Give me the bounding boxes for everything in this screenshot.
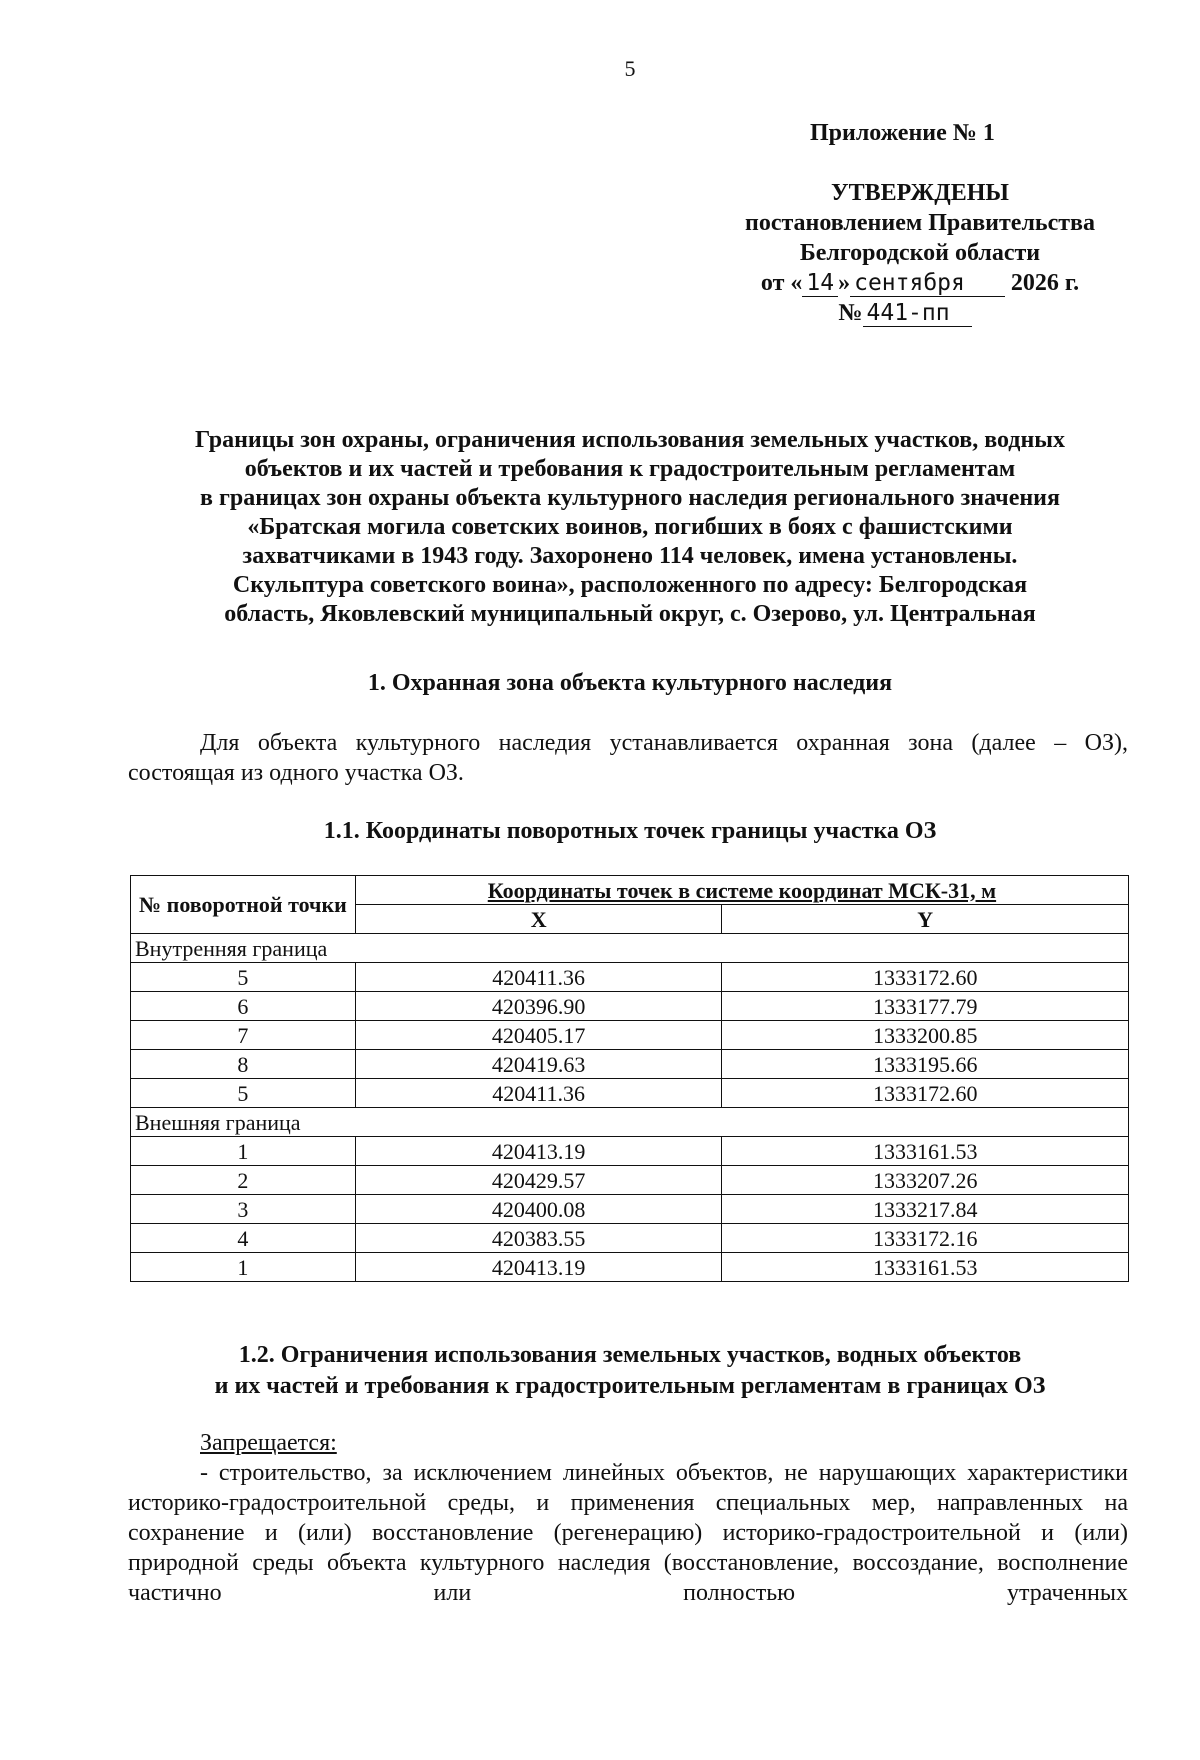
approved-heading: УТВЕРЖДЕНЫ — [831, 180, 1009, 206]
y-coordinate-cell: 1333195.66 — [722, 1050, 1129, 1079]
title-line: захватчиками в 1943 году. Захоронено 114 человек, имена установлены. — [242, 543, 1018, 569]
section-label: Внутренняя граница — [131, 934, 1129, 963]
x-coordinate-cell: 420405.17 — [355, 1021, 722, 1050]
title-line: «Братская могила советских воинов, погибших в боях с фашистскими — [247, 514, 1013, 540]
section-1-heading: 1. Охранная зона объекта культурного наследия — [367, 670, 893, 696]
date-mid: » — [838, 270, 851, 296]
x-coordinate-cell: 420411.36 — [355, 963, 722, 992]
y-coordinate-cell: 1333217.84 — [722, 1195, 1129, 1224]
approval-line-1: постановлением Правительства — [744, 210, 1095, 236]
title-line: объектов и их частей и требования к градостроительным регламентам — [244, 456, 1016, 482]
approval-block — [700, 114, 1140, 328]
title-line: область, Яковлевский муниципальный округ, с. Озерово, ул. Центральная — [224, 601, 1036, 627]
forbidden-label: Запрещается: — [200, 1430, 337, 1456]
number-prefix: № — [838, 300, 863, 326]
title-line: Границы зон охраны, ограничения использования земельных участков, водных — [194, 427, 1066, 453]
point-number-cell: 3 — [131, 1195, 356, 1224]
point-number-cell: 6 — [131, 992, 356, 1021]
y-coordinate-cell: 1333172.60 — [722, 963, 1129, 992]
y-coordinate-cell: 1333172.60 — [722, 1079, 1129, 1108]
forbidden-block — [128, 1428, 1128, 1608]
table-row — [131, 1079, 1129, 1108]
table-row — [131, 1137, 1129, 1166]
section-label: Внешняя граница — [131, 1108, 1129, 1137]
title-line: Скульптура советского воина», расположенного по адресу: Белгородская — [232, 572, 1028, 598]
x-coordinate-cell: 420396.90 — [355, 992, 722, 1021]
table-row — [131, 1224, 1129, 1253]
forbidden-text: - строительство, за исключением линейных объектов, не нарушающих характеристики историко-градостроительной среды, и применения специальных мер, направленных на сохранение и (или) восстановление (регенерацию) историко-градостроительной и (или) природной среды объекта культурного наследия (восстановление, воссоздание, восполнение частично или полностью утраченных — [128, 1460, 1128, 1606]
x-coordinate-cell: 420429.57 — [355, 1166, 722, 1195]
table-row — [131, 1166, 1129, 1195]
header-y: Y — [722, 905, 1129, 934]
section-1-2-heading — [80, 1340, 1180, 1402]
table-row — [131, 1021, 1129, 1050]
y-coordinate-cell: 1333200.85 — [722, 1021, 1129, 1050]
table-row — [131, 1050, 1129, 1079]
y-coordinate-cell: 1333161.53 — [722, 1137, 1129, 1166]
approval-number — [700, 298, 1140, 328]
point-number-cell: 2 — [131, 1166, 356, 1195]
date-prefix: от « — [760, 270, 803, 296]
document-title — [80, 426, 1180, 629]
point-number-cell: 1 — [131, 1137, 356, 1166]
header-coordinates: Координаты точек в системе координат МСК-31, м — [355, 876, 1128, 905]
section-1-1-heading: 1.1. Координаты поворотных точек границы участка ОЗ — [323, 818, 937, 844]
header-point-number: № поворотной точки — [131, 876, 356, 934]
x-coordinate-cell: 420383.55 — [355, 1224, 722, 1253]
coordinates-table — [130, 875, 1129, 1282]
approval-date — [700, 268, 1140, 298]
point-number-cell: 4 — [131, 1224, 356, 1253]
section-1-text: Для объекта культурного наследия устанавливается охранная зона (далее – ОЗ), состоящая из одного участка ОЗ. — [128, 730, 1128, 786]
point-number-cell: 8 — [131, 1050, 356, 1079]
x-coordinate-cell: 420413.19 — [355, 1137, 722, 1166]
y-coordinate-cell: 1333161.53 — [722, 1253, 1129, 1282]
number-value: 441-пп — [863, 300, 972, 327]
table-row — [131, 963, 1129, 992]
y-coordinate-cell: 1333172.16 — [722, 1224, 1129, 1253]
approval-line-2: Белгородской области — [799, 240, 1041, 266]
page-number: 5 — [624, 56, 636, 81]
x-coordinate-cell: 420413.19 — [355, 1253, 722, 1282]
x-coordinate-cell: 420419.63 — [355, 1050, 722, 1079]
heading-line: 1.2. Ограничения использования земельных участков, водных объектов — [238, 1342, 1022, 1368]
heading-line: и их частей и требования к градостроительным регламентам в границах ОЗ — [214, 1373, 1046, 1399]
x-coordinate-cell: 420411.36 — [355, 1079, 722, 1108]
point-number-cell: 7 — [131, 1021, 356, 1050]
x-coordinate-cell: 420400.08 — [355, 1195, 722, 1224]
table-row — [131, 992, 1129, 1021]
point-number-cell: 5 — [131, 963, 356, 992]
y-coordinate-cell: 1333177.79 — [722, 992, 1129, 1021]
y-coordinate-cell: 1333207.26 — [722, 1166, 1129, 1195]
header-x: X — [355, 905, 722, 934]
annex-label: Приложение № 1 — [810, 120, 995, 146]
point-number-cell: 5 — [131, 1079, 356, 1108]
point-number-cell: 1 — [131, 1253, 356, 1282]
date-month: сентября — [850, 270, 1005, 297]
title-line: в границах зон охраны объекта культурного наследия регионального значения — [199, 485, 1060, 511]
table-section-row — [131, 1108, 1129, 1137]
date-year: 2026 г. — [1010, 270, 1080, 296]
table-row — [131, 1253, 1129, 1282]
date-day: 14 — [802, 270, 838, 297]
table-section-row — [131, 934, 1129, 963]
table-row — [131, 1195, 1129, 1224]
